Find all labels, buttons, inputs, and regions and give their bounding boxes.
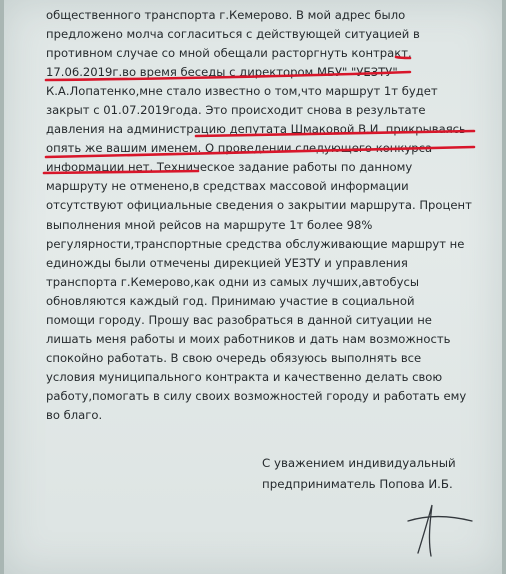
letter-line: выполнения мной рейсов на маршруте 1т более 98% — [46, 217, 373, 232]
letter-line: во благо. — [46, 407, 103, 422]
letter-line: помощи городу. Прошу вас разобраться в данной ситуации не — [46, 312, 432, 327]
letter-line: информации нет. Техническое задание работы по данному — [46, 160, 413, 175]
letter-line: давления на администрацию депутата Шмаковой В.И. прикрываясь — [46, 122, 466, 137]
letter-line: опять же вашим именем. О проведении следующего конкурса — [46, 141, 433, 156]
letter-line: работу,помогать в силу своих возможностей городу и работать ему — [46, 388, 467, 403]
letter-line: противном случае со мной обещали расторгнуть контракт. — [46, 46, 412, 61]
closing-block — [262, 453, 456, 495]
letter-line: обновляются каждый год. Принимаю участие в социальной — [46, 293, 415, 308]
letter-line: К.А.Лопатенко,мне стало известно о том,что маршрут 1т будет — [46, 84, 438, 99]
letter-line: маршруту не отменено,в средствах массовой информации — [46, 179, 409, 194]
letter-body — [46, 6, 486, 425]
letter-line: общественного транспорта г.Кемерово. В мой адрес было — [46, 8, 406, 22]
closing-salutation: С уважением индивидуальный — [262, 456, 456, 470]
letter-line: условия муниципального контракта и качественно делать свою — [46, 369, 443, 384]
signature-mark — [418, 505, 432, 556]
letter-page — [4, 0, 502, 574]
letter-line: транспорта г.Кемерово,как одни из самых лучших,автобусы — [46, 274, 419, 289]
closing-signatory: предприниматель Попова И.Б. — [262, 477, 453, 491]
signature-mark — [408, 516, 472, 521]
letter-line: спокойно работать. В свою очередь обязуюсь выполнять все — [46, 350, 422, 365]
letter-line: 17.06.2019г.во время беседы с директором МБУ" "УЕЗТУ" — [46, 65, 398, 80]
letter-line: предложено молча согласиться с действующей ситуацией в — [46, 27, 420, 42]
letter-line: единожды были отмечены дирекцией УЕЗТУ и управления — [46, 255, 408, 270]
letter-line: лишать меня работы и моих работников и дать нам возможность — [46, 331, 451, 346]
letter-line: регулярности,транспортные средства обслуживающие маршрут не — [46, 236, 465, 251]
letter-line: закрыт с 01.07.2019года. Это происходит снова в результате — [46, 103, 426, 118]
letter-line: отсутствуют официальные сведения о закрытии маршрута. Процент — [46, 198, 472, 213]
